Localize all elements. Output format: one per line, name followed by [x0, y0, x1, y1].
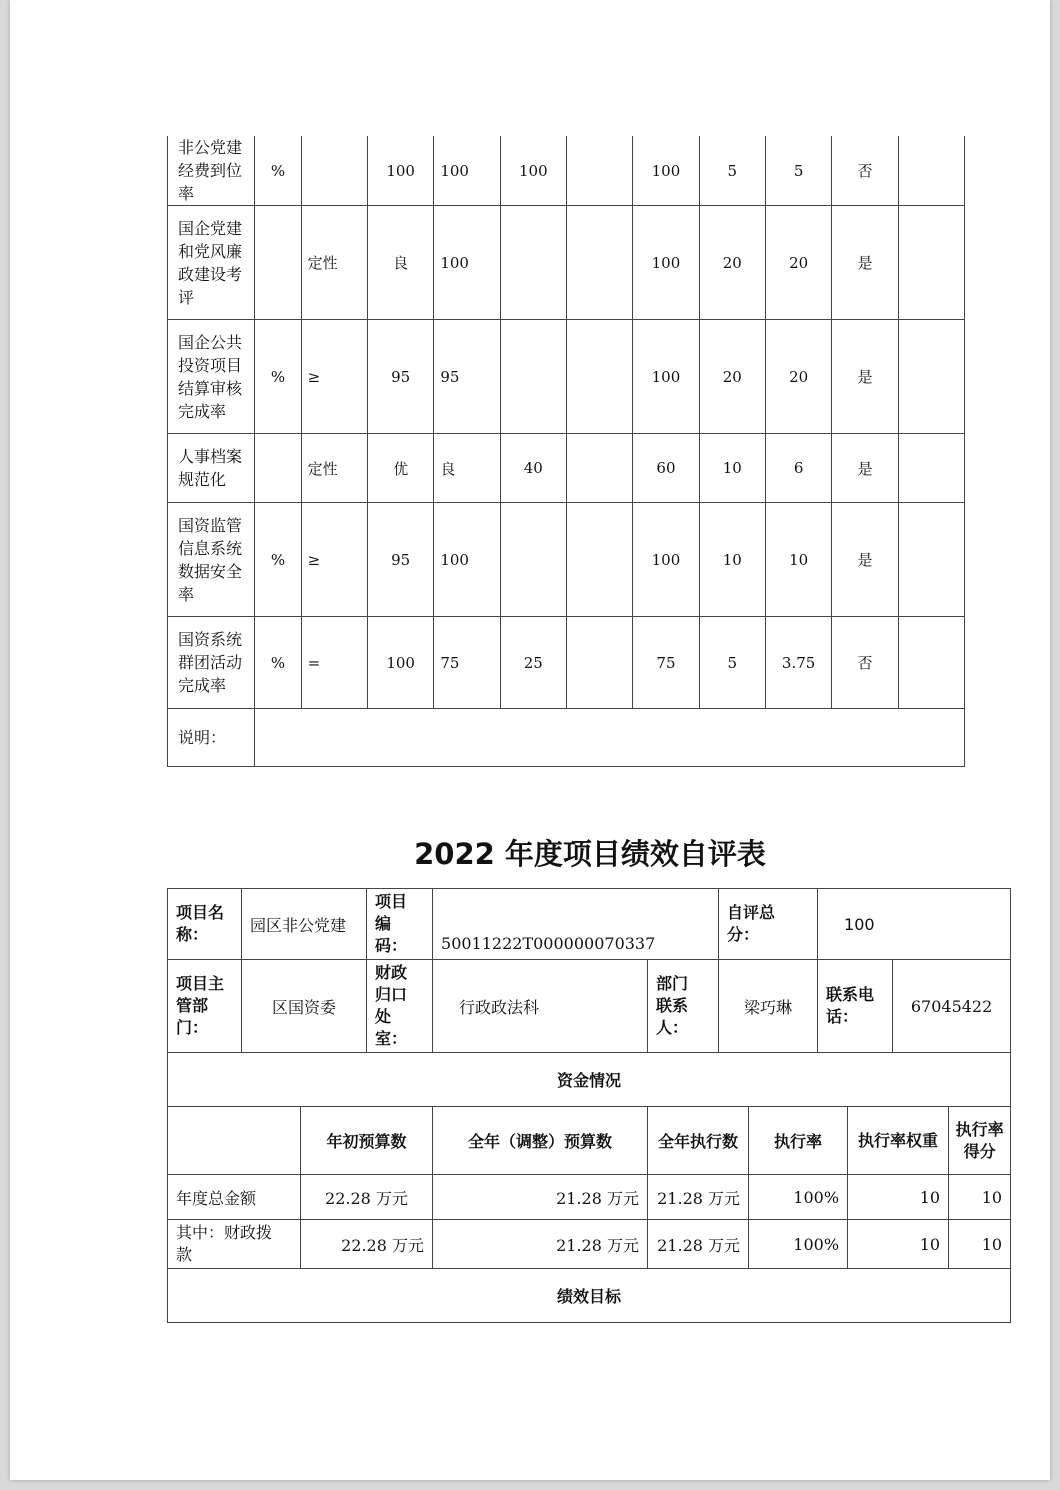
funds-header-blank	[168, 1107, 301, 1175]
funds-initial-budget: 22.28 万元	[301, 1220, 433, 1269]
indicator-score-w: 10	[699, 434, 765, 503]
indicator-remark	[898, 503, 964, 617]
funds-row	[168, 1220, 1011, 1269]
funds-rate: 100%	[749, 1220, 848, 1269]
indicator-row	[168, 434, 965, 503]
perf-section-row	[168, 1269, 1011, 1323]
project-name: 园区非公党建	[242, 889, 367, 960]
indicator-rate: 100	[633, 503, 699, 617]
funds-section-title: 资金情况	[168, 1053, 1011, 1107]
indicator-score-w: 10	[699, 503, 765, 617]
note-row	[168, 709, 965, 767]
indicator-weight: 25	[500, 617, 566, 709]
indicator-score: 3.75	[765, 617, 831, 709]
funds-adjusted-budget: 21.28 万元	[433, 1220, 648, 1269]
phone-label: 联系电话：	[818, 960, 893, 1053]
indicator-score-w: 20	[699, 320, 765, 434]
note-label: 说明：	[168, 709, 255, 767]
phone-number: 67045422	[893, 960, 1011, 1053]
indicator-remark	[898, 320, 964, 434]
indicator-rate: 60	[633, 434, 699, 503]
funds-rate-score: 10	[949, 1175, 1011, 1220]
indicator-remark	[898, 434, 964, 503]
indicator-rate: 100	[633, 206, 699, 320]
indicator-value: 良	[434, 434, 500, 503]
indicator-target: 95	[367, 320, 433, 434]
contact-person: 梁巧琳	[719, 960, 818, 1053]
indicator-deviation	[566, 434, 632, 503]
form-title: 2022 年度项目绩效自评表	[414, 837, 766, 871]
indicator-deviation	[566, 617, 632, 709]
indicator-rate: 75	[633, 617, 699, 709]
indicator-op: 定性	[301, 206, 367, 320]
indicator-indicator: 国资监管信息系统数据安全率	[168, 503, 255, 617]
indicator-remark	[898, 136, 964, 206]
self-score: 100	[818, 889, 1011, 960]
indicator-row	[168, 206, 965, 320]
funds-row	[168, 1175, 1011, 1220]
indicator-score-w: 20	[699, 206, 765, 320]
indicator-unit: %	[255, 136, 301, 206]
funds-section-row	[168, 1053, 1011, 1107]
indicator-target: 100	[367, 136, 433, 206]
funds-adjusted-budget: 21.28 万元	[433, 1175, 648, 1220]
funds-header-initial-budget: 年初预算数	[301, 1107, 433, 1175]
finance-office: 行政政法科	[433, 960, 648, 1053]
indicator-weight	[500, 320, 566, 434]
funds-header-rate: 执行率	[749, 1107, 848, 1175]
perf-section-title: 绩效目标	[168, 1269, 1011, 1323]
indicator-score: 20	[765, 206, 831, 320]
indicator-weight	[500, 206, 566, 320]
indicator-indicator: 非公党建经费到位率	[168, 136, 255, 206]
indicator-op: ≥	[301, 503, 367, 617]
indicator-row	[168, 136, 965, 206]
dept-label: 项目主管部门：	[168, 960, 242, 1053]
dept-info-row	[168, 960, 1011, 1053]
funds-rate-weight: 10	[848, 1175, 949, 1220]
note-content	[255, 709, 965, 767]
indicator-remark	[898, 206, 964, 320]
indicator-weight: 40	[500, 434, 566, 503]
indicator-unit: %	[255, 617, 301, 709]
indicator-value: 95	[434, 320, 500, 434]
indicator-row	[168, 617, 965, 709]
indicator-deviation	[566, 320, 632, 434]
indicator-target: 良	[367, 206, 433, 320]
self-score-label: 自评总分：	[719, 889, 818, 960]
funds-header-adjusted-budget: 全年（调整）预算数	[433, 1107, 648, 1175]
funds-executed: 21.28 万元	[648, 1220, 749, 1269]
indicator-done: 是	[832, 434, 898, 503]
indicator-target: 优	[367, 434, 433, 503]
funds-initial-budget: 22.28 万元	[301, 1175, 433, 1220]
indicator-score-w: 5	[699, 617, 765, 709]
indicator-op: =	[301, 617, 367, 709]
indicator-target: 95	[367, 503, 433, 617]
indicator-deviation	[566, 136, 632, 206]
indicator-score: 10	[765, 503, 831, 617]
indicator-remark	[898, 617, 964, 709]
funds-rate-score: 10	[949, 1220, 1011, 1269]
indicator-row	[168, 503, 965, 617]
indicator-value: 100	[434, 136, 500, 206]
indicator-done: 是	[832, 206, 898, 320]
indicator-indicator: 国资系统群团活动完成率	[168, 617, 255, 709]
indicator-op: ≥	[301, 320, 367, 434]
indicator-done: 否	[832, 617, 898, 709]
indicator-indicator: 人事档案规范化	[168, 434, 255, 503]
indicator-deviation	[566, 206, 632, 320]
project-name-label: 项目名称：	[168, 889, 242, 960]
indicator-done: 否	[832, 136, 898, 206]
indicator-row	[168, 320, 965, 434]
indicator-target: 100	[367, 617, 433, 709]
funds-executed: 21.28 万元	[648, 1175, 749, 1220]
indicator-score: 6	[765, 434, 831, 503]
indicator-rate: 100	[633, 320, 699, 434]
project-code: 50011222T000000070337	[433, 889, 719, 960]
project-code-label: 项目编码：	[367, 889, 433, 960]
indicator-value: 75	[434, 617, 500, 709]
indicator-score-w: 5	[699, 136, 765, 206]
indicator-done: 是	[832, 320, 898, 434]
indicator-rate: 100	[633, 136, 699, 206]
indicator-done: 是	[832, 503, 898, 617]
funds-rate: 100%	[749, 1175, 848, 1220]
indicator-indicator: 国企公共投资项目结算审核完成率	[168, 320, 255, 434]
contact-label: 部门联系人：	[648, 960, 719, 1053]
indicator-unit	[255, 434, 301, 503]
indicator-score: 5	[765, 136, 831, 206]
funds-header-rate-weight: 执行率权重	[848, 1107, 949, 1175]
indicator-unit	[255, 206, 301, 320]
funds-header-row	[168, 1107, 1011, 1175]
indicator-op	[301, 136, 367, 206]
indicator-weight	[500, 503, 566, 617]
indicator-indicator: 国企党建和党风廉政建设考评	[168, 206, 255, 320]
indicator-deviation	[566, 503, 632, 617]
dept: 区国资委	[242, 960, 367, 1053]
funds-row-label: 其中：财政拨款	[168, 1220, 301, 1269]
funds-header-rate-score: 执行率得分	[949, 1107, 1011, 1175]
self-eval-table	[167, 888, 1011, 1323]
indicator-value: 100	[434, 206, 500, 320]
indicator-score: 20	[765, 320, 831, 434]
finance-label: 财政归口处室：	[367, 960, 433, 1053]
project-info-row	[168, 889, 1011, 960]
indicator-op: 定性	[301, 434, 367, 503]
funds-row-label: 年度总金额	[168, 1175, 301, 1220]
indicator-value: 100	[434, 503, 500, 617]
funds-header-executed: 全年执行数	[648, 1107, 749, 1175]
indicator-weight: 100	[500, 136, 566, 206]
indicator-unit: %	[255, 320, 301, 434]
indicator-table	[167, 136, 965, 767]
indicator-unit: %	[255, 503, 301, 617]
funds-rate-weight: 10	[848, 1220, 949, 1269]
